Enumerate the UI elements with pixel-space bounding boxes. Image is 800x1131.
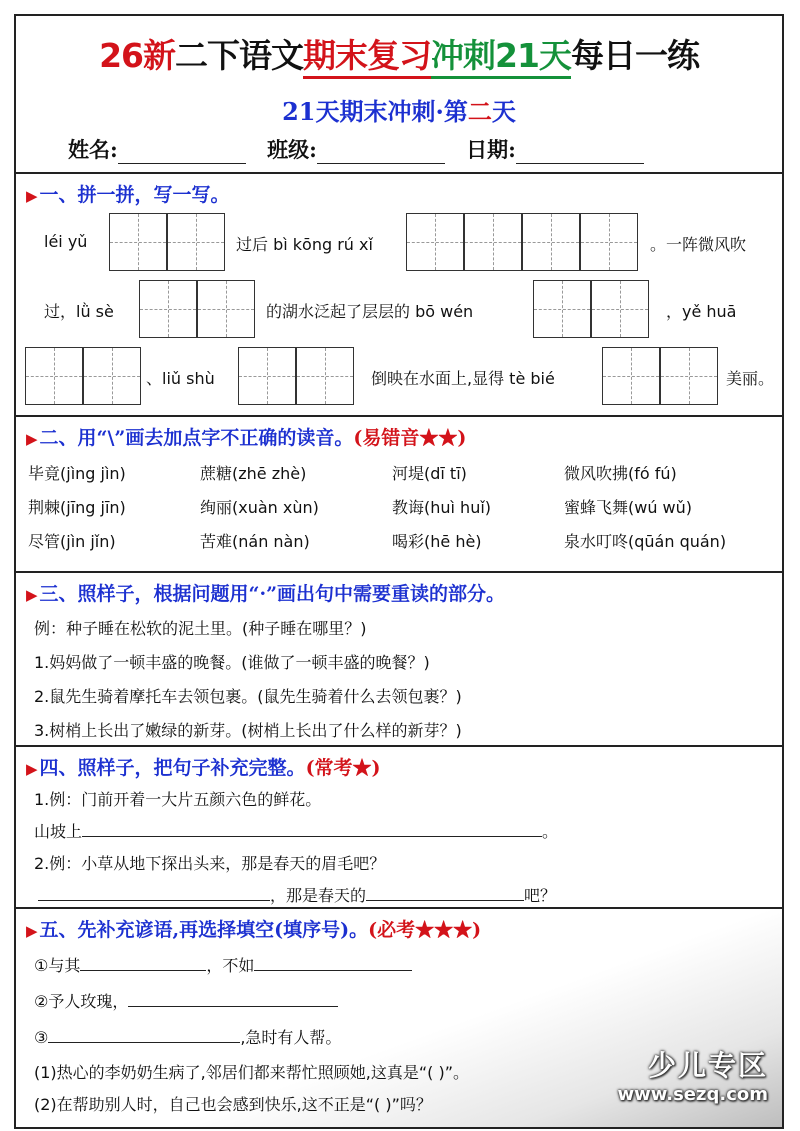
writing-box[interactable] [533, 280, 591, 338]
triangle-icon: ▶ [26, 586, 38, 604]
answer-blank[interactable] [82, 819, 542, 837]
section-title [26, 753, 381, 780]
section-pronunciation [16, 417, 782, 573]
triangle-icon: ▶ [26, 430, 38, 448]
example-sentence: 2.例：小草从地下探出头来，那是春天的眉毛吧？ [34, 854, 386, 873]
writing-box[interactable] [139, 280, 197, 338]
subtitle-part: 天 [491, 97, 516, 126]
pronunciation-item[interactable]: 微风吹拂(fó fú) [564, 464, 677, 483]
title-highlight: 冲刺21天 [431, 36, 571, 79]
proverb-line [34, 1025, 341, 1048]
section-title-text: 五、先补充谚语,再选择填空(填序号)。 [39, 919, 369, 941]
writing-box[interactable] [591, 280, 649, 338]
student-info [68, 134, 658, 164]
proverb-text: ,急时有人帮。 [240, 1028, 342, 1047]
pronunciation-item[interactable]: 泉水叮咚(qūán quán) [564, 532, 727, 551]
pinyin-text: ，yě huā [666, 302, 737, 321]
title-part: 每日一练 [570, 36, 699, 75]
example-sentence: 例：种子睡在松软的泥土里。(种子睡在哪里？) [34, 619, 367, 638]
pronunciation-item[interactable]: 绚丽(xuàn xùn) [200, 498, 319, 517]
writing-box[interactable] [296, 347, 354, 405]
writing-box[interactable] [522, 213, 580, 271]
proverb-text: ，不如 [206, 956, 255, 975]
answer-blank[interactable] [48, 1025, 240, 1043]
fill-mid: ，那是春天的 [270, 886, 367, 905]
watermark-logo: 少儿专区 [647, 1049, 768, 1082]
section-title-text: 一、拼一拼，写一写。 [39, 184, 230, 206]
sentence-text: 。一阵微风吹 [650, 235, 747, 254]
pinyin-text: 倒映在水面上,显得 tè bié [371, 369, 555, 388]
proverb-text: ②予人玫瑰， [34, 992, 129, 1011]
class-field[interactable] [317, 143, 445, 164]
sentence-text: 美丽。 [726, 369, 775, 388]
writing-box[interactable] [109, 213, 167, 271]
class-label: 班级: [267, 137, 317, 162]
date-field[interactable] [516, 143, 644, 164]
example-sentence: 1.例：门前开着一大片五颜六色的鲜花。 [34, 790, 322, 809]
choice-sentence[interactable]: (1)热心的李奶奶生病了,邻居们都来帮忙照顾她,这真是“( )”。 [34, 1063, 469, 1082]
section-title [26, 579, 505, 606]
writing-box[interactable] [660, 347, 718, 405]
writing-box[interactable] [83, 347, 141, 405]
subtitle-day: 二 [467, 97, 492, 126]
writing-box[interactable] [167, 213, 225, 271]
pinyin-text: 过后 bì kōng rú xǐ [236, 235, 373, 254]
section-stress-marks [16, 573, 782, 747]
section-title [26, 423, 466, 450]
exercise-sentence[interactable]: 3.树梢上长出了嫩绿的新芽。(树梢上长出了什么样的新芽？) [34, 721, 462, 740]
triangle-icon: ▶ [26, 187, 38, 205]
writing-box[interactable] [406, 213, 464, 271]
exercise-sentence[interactable]: 1.妈妈做了一顿丰盛的晚餐。(谁做了一顿丰盛的晚餐？) [34, 653, 430, 672]
date-label: 日期: [466, 137, 516, 162]
title-part: 二下语文 [175, 36, 303, 75]
worksheet-header [16, 16, 782, 174]
writing-box[interactable] [25, 347, 83, 405]
section-title [26, 915, 481, 942]
pronunciation-item[interactable]: 尽管(jìn jǐn) [28, 532, 116, 551]
pronunciation-item[interactable]: 蜜蜂飞舞(wú wǔ) [564, 498, 693, 517]
worksheet-subtitle [16, 92, 782, 127]
proverb-line [34, 989, 338, 1012]
section-title-note: (必考★★★) [368, 919, 482, 941]
answer-blank[interactable] [128, 989, 338, 1007]
pinyin-text: léi yǔ [44, 232, 88, 251]
fill-sentence [34, 819, 558, 842]
subtitle-part: 21天期末冲刺·第 [282, 97, 468, 126]
fill-suffix: 。 [542, 822, 559, 841]
pronunciation-item[interactable]: 荆棘(jīng jīn) [28, 498, 126, 517]
pronunciation-item[interactable]: 教诲(huì huǐ) [392, 498, 492, 517]
pinyin-text: 的湖水泛起了层层的 bō wén [266, 302, 474, 321]
answer-blank[interactable] [254, 953, 412, 971]
section-title-text: 二、用“\”画去加点字不正确的读音。 [39, 427, 354, 449]
proverb-text: ①与其 [34, 956, 81, 975]
triangle-icon: ▶ [26, 922, 38, 940]
writing-box[interactable] [580, 213, 638, 271]
section-complete-sentences [16, 747, 782, 909]
pinyin-text: 、liǔ shù [146, 369, 215, 388]
pronunciation-item[interactable]: 喝彩(hē hè) [392, 532, 482, 551]
worksheet-title [16, 30, 782, 77]
writing-box[interactable] [464, 213, 522, 271]
fill-suffix: 吧？ [524, 886, 557, 905]
choice-sentence[interactable]: (2)在帮助别人时，自己也会感到快乐,这不正是“( )”吗？ [34, 1095, 432, 1114]
proverb-text: ③ [34, 1028, 49, 1047]
title-highlight: 期末复习 [303, 36, 431, 79]
section-pinyin-writing [16, 174, 782, 417]
pronunciation-item[interactable]: 苦难(nán nàn) [200, 532, 310, 551]
pronunciation-item[interactable]: 毕竟(jìng jìn) [28, 464, 126, 483]
pronunciation-item[interactable]: 蔗糖(zhē zhè) [200, 464, 307, 483]
worksheet [14, 14, 784, 1129]
answer-blank[interactable] [366, 883, 524, 901]
pinyin-text: 过，lǜ sè [44, 302, 114, 321]
watermark-url: www.sezq.com [617, 1084, 768, 1105]
writing-box[interactable] [238, 347, 296, 405]
fill-sentence [38, 883, 556, 906]
exercise-sentence[interactable]: 2.鼠先生骑着摩托车去领包裹。(鼠先生骑着什么去领包裹？) [34, 687, 462, 706]
name-field[interactable] [118, 143, 246, 164]
section-title-text: 四、照样子，把句子补充完整。 [39, 757, 306, 779]
pronunciation-item[interactable]: 河堤(dī tī) [392, 464, 467, 483]
answer-blank[interactable] [38, 883, 270, 901]
name-label: 姓名: [68, 137, 118, 162]
section-title-text: 三、照样子，根据问题用“·”画出句中需要重读的部分。 [39, 583, 506, 605]
title-part: 26新 [99, 36, 175, 75]
writing-box[interactable] [197, 280, 255, 338]
section-title [26, 180, 230, 207]
answer-blank[interactable] [80, 953, 206, 971]
section-title-note: (常考★) [305, 757, 381, 779]
triangle-icon: ▶ [26, 760, 38, 778]
section-title-note: (易错音★★) [353, 427, 467, 449]
fill-prefix: 山坡上 [34, 822, 83, 841]
writing-box[interactable] [602, 347, 660, 405]
proverb-line [34, 953, 412, 976]
